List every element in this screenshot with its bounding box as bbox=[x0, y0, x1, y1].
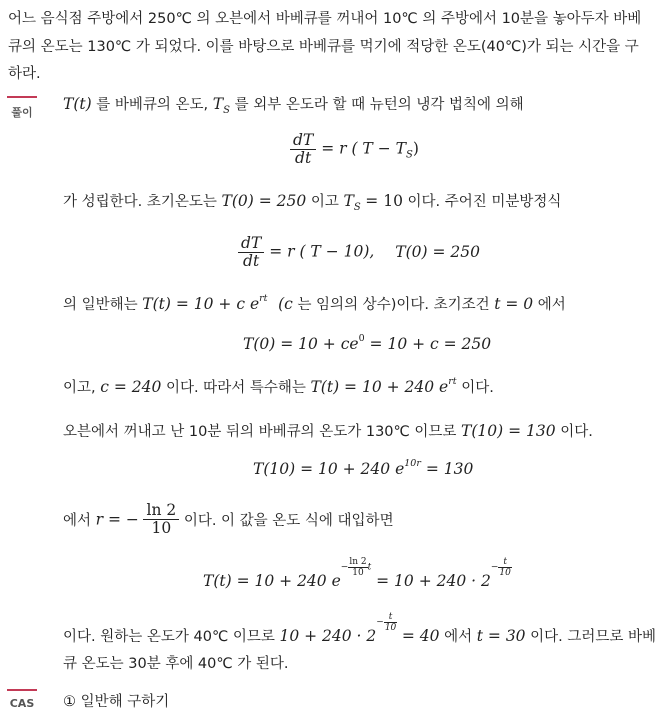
equation-lhs: T(t) = 10 + 240 e bbox=[203, 572, 341, 590]
solution-paragraph-8: 큐 온도는 30분 후에 40℃ 가 된다. bbox=[63, 656, 289, 672]
math-c-value: c = 240 bbox=[100, 378, 162, 396]
math-equals-40: = 40 bbox=[401, 627, 440, 645]
text-segment: 이고, bbox=[63, 380, 96, 396]
equation-newton-cooling bbox=[290, 132, 419, 167]
exponent-sign: − bbox=[376, 617, 384, 628]
exponent-t-over-10 bbox=[491, 557, 512, 578]
text-segment: 에서 bbox=[444, 629, 473, 645]
equation-rhs: = 10 + 240 · 2 bbox=[376, 572, 491, 590]
text-segment: 이다. 따라서 특수해는 bbox=[165, 380, 306, 396]
math-T10: T(10) = 130 bbox=[461, 422, 556, 440]
math-t-zero: t = 0 bbox=[494, 295, 534, 313]
text-segment: 이다. 원하는 온도가 40℃ 이므로 bbox=[63, 629, 275, 645]
equation-initial-condition: T(0) = 250 bbox=[395, 242, 480, 261]
math-T: T bbox=[343, 192, 354, 210]
fraction-numerator: t bbox=[503, 557, 507, 567]
equation-rhs: = r ( T − 10), bbox=[269, 242, 375, 261]
equation-rhs: = r ( T − T bbox=[321, 139, 406, 158]
text-segment: 이다. bbox=[461, 380, 494, 396]
fraction-numerator: ln 2 bbox=[349, 557, 367, 567]
problem-line-3: 하라. bbox=[8, 66, 41, 82]
solution-paragraph-6 bbox=[63, 502, 394, 537]
equation-lhs: T(0) = 10 + ce bbox=[243, 335, 359, 353]
equation-temperature-formula bbox=[203, 557, 512, 594]
math-superscript: rt bbox=[448, 376, 457, 387]
exponent-fraction bbox=[384, 612, 397, 633]
fraction-dT-dt bbox=[290, 132, 316, 167]
math-general-solution: T(t) = 10 + c e bbox=[142, 295, 260, 313]
fraction-numerator: dT bbox=[293, 131, 314, 149]
exponent-fraction bbox=[498, 557, 511, 578]
text-segment: 는 임의의 상수)이다. 초기조건 bbox=[297, 297, 490, 313]
equation-lhs: T(10) = 10 + 240 e bbox=[253, 460, 405, 478]
equation-initial-substitution bbox=[243, 335, 491, 353]
problem-line-1: 어느 음식점 주방에서 250℃ 의 오븐에서 바베큐를 꺼내어 10℃ 의 주방에서 10분을 놓아두자 바베 bbox=[8, 11, 642, 27]
solution-paragraph-2 bbox=[63, 190, 561, 213]
fraction-denominator: dt bbox=[290, 149, 316, 167]
exponent-variable: t bbox=[367, 562, 372, 573]
math-superscript: rt bbox=[259, 293, 268, 304]
solution-paragraph-1 bbox=[63, 93, 524, 116]
fraction-numerator: t bbox=[388, 612, 393, 622]
math-initial-temp: T(0) = 250 bbox=[221, 192, 307, 210]
equation-T10 bbox=[253, 460, 473, 478]
math-superscript: 0 bbox=[358, 333, 365, 344]
fraction-numerator: dT bbox=[241, 234, 262, 252]
fraction-denominator: 10 bbox=[143, 519, 179, 537]
fraction-denominator: dt bbox=[238, 252, 264, 270]
math-expression: 10 + 240 · 2 bbox=[279, 627, 377, 645]
text-segment: 가 성립한다. 초기온도는 bbox=[63, 194, 217, 210]
math-subscript: S bbox=[223, 104, 230, 116]
math-superscript: 10r bbox=[404, 458, 421, 469]
math-T: T bbox=[212, 95, 224, 113]
math-r: r = − bbox=[95, 510, 139, 529]
text-segment: 이다. 주어진 미분방정식 bbox=[407, 194, 562, 210]
text-segment: 의 일반해는 bbox=[63, 297, 138, 313]
text-segment: 이다. bbox=[560, 424, 593, 440]
text-segment: 이다. 그러므로 바베 bbox=[530, 629, 656, 645]
cas-accent-bar bbox=[7, 689, 37, 691]
math-subscript: S bbox=[353, 201, 361, 213]
fraction-denominator: 10 bbox=[348, 567, 367, 578]
text-segment: 에서 bbox=[63, 513, 92, 529]
text-segment: 를 바베큐의 온도, bbox=[96, 97, 209, 113]
solution-paragraph-3 bbox=[63, 293, 566, 314]
cas-item-1: ① 일반해 구하기 bbox=[63, 694, 170, 710]
solution-paragraph-5 bbox=[63, 420, 593, 441]
text-segment: 이다. 이 값을 온도 식에 대입하면 bbox=[183, 513, 394, 529]
exponent-t-over-10 bbox=[376, 612, 397, 633]
fraction-dT-dt bbox=[238, 235, 264, 270]
solution-paragraph-7 bbox=[63, 612, 656, 649]
exponent-fraction bbox=[348, 557, 367, 578]
fraction-denominator: 10 bbox=[384, 623, 397, 633]
math-value: = 10 bbox=[365, 192, 403, 210]
equation-rhs: = 10 + c = 250 bbox=[369, 335, 492, 353]
math-t-30: t = 30 bbox=[476, 627, 526, 645]
equation-rhs: = 130 bbox=[425, 460, 474, 478]
problem-line-2: 큐의 온도는 130℃ 가 되었다. 이를 바탕으로 바베큐를 먹기에 적당한 온도(40℃)가 되는 시간을 구 bbox=[8, 39, 639, 55]
exponent-sign: − bbox=[490, 562, 499, 573]
fraction-ln2-over-10 bbox=[143, 502, 179, 537]
math-particular-solution: T(t) = 10 + 240 e bbox=[310, 378, 449, 396]
cas-label: CAS bbox=[9, 697, 35, 710]
text-segment: 오븐에서 꺼내고 난 10분 뒤의 바베큐의 온도가 130℃ 이므로 bbox=[63, 424, 457, 440]
text-segment: 에서 bbox=[537, 297, 566, 313]
math-T-of-t: T(t) bbox=[63, 95, 92, 113]
solution-accent-bar bbox=[7, 96, 37, 98]
math-c: (c bbox=[278, 295, 293, 313]
equation-ode-with-initial bbox=[238, 235, 480, 270]
equation-close-paren: ) bbox=[412, 139, 419, 158]
fraction-numerator: ln 2 bbox=[146, 501, 177, 519]
math-subscript: S bbox=[405, 149, 413, 161]
solution-label: 풀이 bbox=[11, 106, 33, 119]
text-segment: 를 외부 온도라 할 때 뉴턴의 냉각 법칙에 의해 bbox=[234, 97, 524, 113]
exponent-ln2-t bbox=[341, 557, 371, 578]
fraction-denominator: 10 bbox=[499, 568, 511, 578]
text-segment: 이고 bbox=[310, 194, 339, 210]
solution-paragraph-4 bbox=[63, 376, 494, 397]
exponent-sign: − bbox=[340, 562, 349, 573]
